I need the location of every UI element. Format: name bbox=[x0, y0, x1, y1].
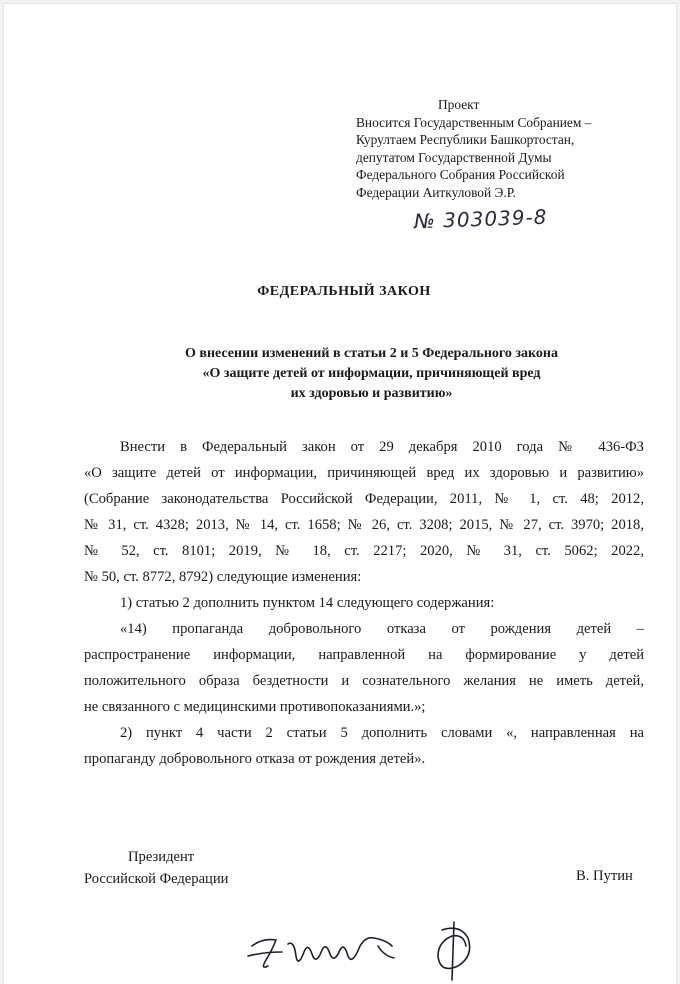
body-line: «О защите детей от информации, причиняющей вред их здоровью и развитию» bbox=[84, 465, 644, 481]
law-title: ФЕДЕРАЛЬНЫЙ ЗАКОН bbox=[257, 284, 431, 299]
amendment-item-2-cont: пропаганду добровольного отказа от рождения детей». bbox=[84, 751, 426, 767]
position-line: Президент bbox=[128, 849, 195, 865]
introduced-by-line: Вносится Государственным Собранием – bbox=[356, 114, 592, 130]
position-line: Российской Федерации bbox=[84, 871, 229, 887]
introduced-by-line: депутатом Государственной Думы bbox=[356, 149, 552, 165]
subtitle-line: их здоровью и развитию» bbox=[290, 386, 453, 401]
amendment-item-2: 2) пункт 4 части 2 статьи 5 дополнить словами «, направленная на bbox=[120, 725, 644, 741]
law-subtitle bbox=[84, 344, 659, 404]
subtitle-line: О внесении изменений в статьи 2 и 5 Федерального закона bbox=[185, 346, 558, 361]
introduction-header bbox=[356, 96, 656, 202]
subtitle-line: «О защите детей от информации, причиняющей вред bbox=[202, 366, 541, 381]
body-line: (Собрание законодательства Российской Федерации, 2011, № 1, ст. 48; 2012, bbox=[84, 491, 644, 507]
introduced-by-line: Федерации Аиткуловой Э.Р. bbox=[356, 184, 516, 200]
body-line: № 52, ст. 8101; 2019, № 18, ст. 2217; 2020, № 31, ст. 5062; 2022, bbox=[84, 543, 644, 559]
project-label: Проект bbox=[438, 97, 480, 112]
body-line: № 50, ст. 8772, 8792) следующие изменения: bbox=[84, 569, 362, 585]
law-body bbox=[84, 434, 644, 772]
introduced-by-line: Федерального Собрания Российской bbox=[356, 167, 565, 183]
amendment-item-1: 1) статью 2 дополнить пунктом 14 следующего содержания: bbox=[120, 595, 495, 611]
signatory-name: В. Путин bbox=[576, 868, 633, 884]
quote-line: не связанного с медицинскими противопоказаниями.»; bbox=[84, 699, 426, 715]
introduced-by-line: Курултаем Республики Башкортостан, bbox=[356, 132, 575, 148]
body-line: № 31, ст. 4328; 2013, № 14, ст. 1658; № 26, ст. 3208; 2015, № 27, ст. 3970; 2018, bbox=[84, 517, 644, 533]
quote-line: распространение информации, направленной на формирование у детей bbox=[84, 647, 644, 663]
handwritten-registration-number: № 303039-8 bbox=[413, 204, 548, 234]
quote-line: положительного образа бездетности и сознательного желания не иметь детей, bbox=[84, 673, 644, 689]
quote-line: «14) пропаганда добровольного отказа от рождения детей – bbox=[120, 621, 644, 637]
body-line: Внести в Федеральный закон от 29 декабря 2010 года № 436-ФЗ bbox=[120, 439, 644, 455]
handwritten-signature bbox=[242, 916, 502, 984]
document-page bbox=[4, 4, 676, 984]
signatory-position bbox=[84, 846, 229, 890]
